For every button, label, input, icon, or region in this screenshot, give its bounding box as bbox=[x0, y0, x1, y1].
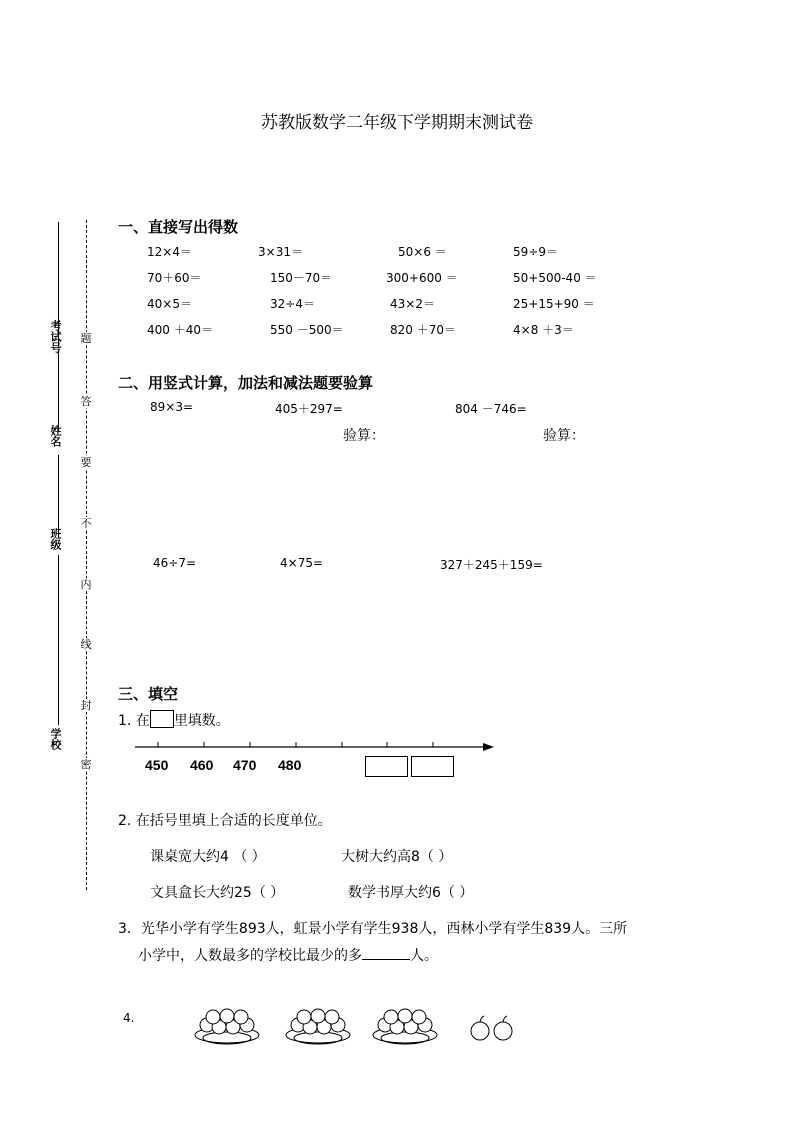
q2-text: 2. 在括号里填上合适的长度单位。 bbox=[118, 813, 332, 829]
answer-blank[interactable] bbox=[362, 959, 410, 960]
calc-item: 327＋245＋159= bbox=[440, 558, 543, 572]
calc-item: 804 －746= bbox=[455, 402, 527, 416]
arith-item: 550 －500＝ bbox=[270, 323, 344, 337]
name-line bbox=[58, 352, 59, 432]
number-line bbox=[130, 738, 500, 754]
seal-char: 内 bbox=[80, 578, 92, 591]
section2-heading: 二、用竖式计算，加法和减法题要验算 bbox=[118, 374, 374, 392]
seal-char: 不 bbox=[80, 517, 92, 530]
arith-item: 32÷4＝ bbox=[270, 297, 315, 311]
school-line bbox=[58, 555, 59, 725]
seal-char: 答 bbox=[80, 395, 92, 408]
page-title: 苏教版数学二年级下学期期末测试卷 bbox=[261, 113, 533, 133]
q3-line1: 3．光华小学有学生893人，虹景小学有学生938人，西林小学有学生839人。三所 bbox=[118, 921, 628, 937]
section1-heading: 一、直接写出得数 bbox=[118, 218, 239, 236]
arith-item: 12×4＝ bbox=[147, 245, 192, 259]
calc-item: 405＋297= bbox=[275, 402, 343, 416]
arith-item: 4×8 ＋3＝ bbox=[513, 323, 574, 337]
arith-item: 50+500-40 ＝ bbox=[513, 271, 597, 285]
seal-char: 要 bbox=[80, 456, 92, 469]
school-label: 学校 bbox=[49, 728, 62, 750]
apple-plate-icon bbox=[371, 1005, 441, 1050]
seal-char: 线 bbox=[80, 638, 92, 651]
number-line-label: 460 bbox=[190, 757, 214, 773]
seal-char: 密 bbox=[80, 758, 92, 771]
number-line-blank-box[interactable] bbox=[365, 756, 408, 777]
seal-line bbox=[86, 220, 87, 890]
calc-item: 89×3= bbox=[150, 400, 194, 414]
number-line-label: 450 bbox=[145, 757, 169, 773]
arith-item: 43×2＝ bbox=[390, 297, 435, 311]
arith-item: 50×6 ＝ bbox=[398, 245, 447, 259]
class-label: 班级 bbox=[49, 528, 62, 550]
two-apples-icon bbox=[467, 1015, 519, 1045]
exam-number-label: 考试号 bbox=[49, 320, 62, 353]
arith-item: 25+15+90 ＝ bbox=[513, 297, 595, 311]
check-label: 验算： bbox=[343, 428, 385, 444]
q3-line2 bbox=[138, 945, 438, 965]
answer-box-icon bbox=[150, 710, 174, 728]
seal-char: 封 bbox=[80, 699, 92, 712]
section3-heading: 三、填空 bbox=[118, 685, 179, 703]
number-line-label: 480 bbox=[278, 757, 302, 773]
q2-item: 数学书厚大约6（ ） bbox=[348, 885, 474, 901]
name-label: 姓名 bbox=[49, 425, 62, 447]
arith-item: 70＋60＝ bbox=[147, 271, 202, 285]
calc-item: 4×75= bbox=[280, 556, 324, 570]
arith-item: 3×31＝ bbox=[258, 245, 303, 259]
class-line bbox=[58, 455, 59, 530]
number-line-blank-box[interactable] bbox=[411, 756, 454, 777]
calc-item: 46÷7= bbox=[153, 556, 197, 570]
q3-prefix: 小学中，人数最多的学校比最少的多 bbox=[138, 948, 362, 964]
q3-suffix: 人。 bbox=[410, 948, 438, 964]
arith-item: 40×5＝ bbox=[147, 297, 192, 311]
q1-suffix: 里填数。 bbox=[173, 713, 230, 729]
number-line-label: 470 bbox=[233, 757, 257, 773]
arith-item: 59÷9＝ bbox=[513, 245, 558, 259]
q4-label: 4. bbox=[123, 1011, 135, 1025]
q2-item: 文具盒长大约25（ ） bbox=[150, 885, 285, 901]
apple-plate-icon bbox=[193, 1005, 263, 1050]
q1-text bbox=[118, 710, 230, 730]
q2-item: 课桌宽大约4 （ ） bbox=[150, 849, 266, 865]
q2-item: 大树大约高8（ ） bbox=[341, 849, 453, 865]
arith-item: 820 ＋70＝ bbox=[390, 323, 456, 337]
arith-item: 300+600 ＝ bbox=[386, 271, 458, 285]
q1-prefix: 1. 在 bbox=[118, 713, 150, 729]
check-label: 验算： bbox=[543, 428, 585, 444]
arith-item: 150－70＝ bbox=[270, 271, 333, 285]
seal-char: 题 bbox=[80, 332, 92, 345]
arith-item: 400 ＋40＝ bbox=[147, 323, 213, 337]
apple-plate-icon bbox=[284, 1005, 354, 1050]
